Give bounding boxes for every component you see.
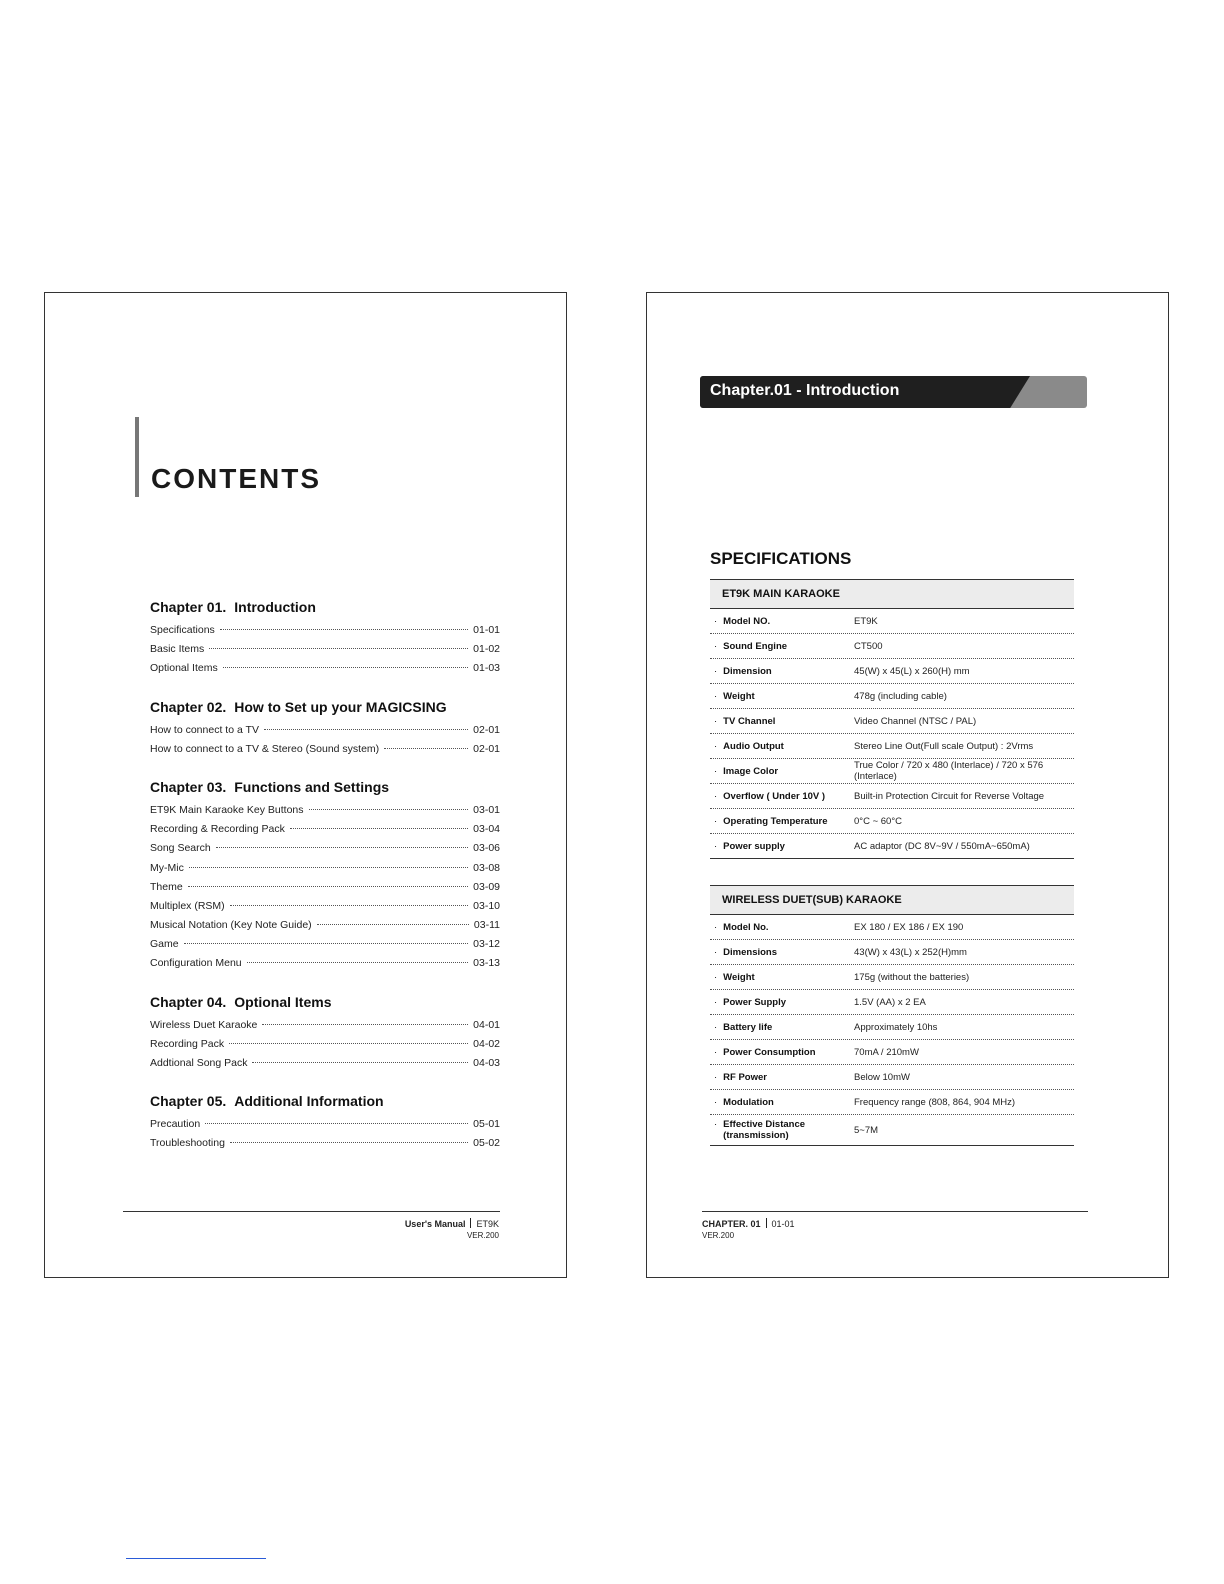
spec-key: Dimension [723, 665, 772, 677]
toc-entry[interactable] [150, 1016, 500, 1035]
dot-leader [290, 828, 468, 829]
footer-chapter: CHAPTER. 01 [702, 1219, 761, 1229]
dot-leader [188, 886, 468, 887]
spec-key-cell [710, 741, 854, 752]
link-underline[interactable] [126, 1558, 266, 1559]
toc-entry-label: Precaution [150, 1118, 201, 1131]
toc-entry-label: Configuration Menu [150, 957, 242, 970]
spec-key-cell [710, 766, 854, 777]
spec-key: Weight [723, 971, 755, 983]
specifications-title: SPECIFICATIONS [710, 549, 852, 568]
spec-key: Model No. [723, 921, 769, 933]
toc-entry-label: Optional Items [150, 662, 218, 675]
toc-entry-label: My-Mic [150, 861, 184, 874]
dot-leader [223, 667, 468, 668]
footer-manual: User's Manual [404, 1219, 466, 1229]
toc-entry-page: 04-03 [473, 1057, 500, 1069]
toc-entry[interactable] [150, 801, 500, 820]
spec-key-cell [710, 922, 854, 933]
chapter-heading [150, 599, 500, 615]
spec-row [710, 784, 1074, 809]
toc-entry[interactable] [150, 621, 500, 640]
chapter-number: Chapter 04. [150, 993, 227, 1010]
bullet: · [714, 996, 718, 1008]
toc-entry-page: 01-03 [473, 662, 500, 675]
spec-value: 478g (including cable) [854, 690, 947, 702]
toc-entry-label: How to connect to a TV [150, 723, 259, 736]
dot-leader [220, 629, 468, 630]
toc-entry-label: Recording & Recording Pack [150, 823, 285, 836]
spec-table-heading: ET9K MAIN KARAOKE [710, 579, 1074, 609]
toc-entry-label: Musical Notation (Key Note Guide) [150, 919, 312, 932]
toc-entry[interactable] [150, 1134, 500, 1153]
spec-key: Power Consumption [723, 1046, 816, 1058]
toc-entry-label: Troubleshooting [150, 1137, 225, 1150]
chapter-title: Introduction [234, 599, 316, 615]
toc-entry-label: Recording Pack [150, 1037, 225, 1050]
spec-value: Frequency range (808, 864, 904 MHz) [854, 1096, 1016, 1108]
spec-row [710, 940, 1074, 965]
spec-table-wireless [710, 885, 1074, 1146]
bullet: · [714, 1119, 718, 1130]
bullet: · [714, 665, 718, 677]
footer-version: VER.200 [466, 1231, 499, 1240]
toc-entry-label: ET9K Main Karaoke Key Buttons [150, 803, 304, 816]
toc-entry-label: How to connect to a TV & Stereo (Sound system) [150, 742, 380, 755]
spec-key-cell [710, 1119, 854, 1141]
spec-key: Dimensions [723, 946, 778, 958]
footer-divider [123, 1211, 500, 1212]
spec-key: Operating Temperature [723, 815, 828, 827]
spec-row [710, 1015, 1074, 1040]
spec-row [710, 1115, 1074, 1146]
contents-page [44, 292, 567, 1278]
spec-row [710, 1065, 1074, 1090]
spec-key: Model NO. [723, 615, 771, 627]
footer-separator [470, 1218, 471, 1228]
spec-key-cell [710, 841, 854, 852]
footer-version: VER.200 [702, 1231, 735, 1240]
chapter-title: Optional Items [234, 993, 332, 1010]
toc-entry[interactable] [150, 897, 500, 916]
spec-table-main [710, 579, 1074, 859]
toc-entry[interactable] [150, 640, 500, 659]
chapter-heading [150, 779, 500, 795]
spec-row [710, 609, 1074, 634]
toc-entry-label: Basic Items [150, 643, 205, 656]
toc-entry-label: Song Search [150, 842, 211, 855]
bullet: · [714, 1046, 718, 1058]
spec-key-cell [710, 1097, 854, 1108]
spec-key: TV Channel [723, 715, 776, 727]
toc-entry-page: 03-08 [473, 861, 500, 874]
chapter-number: Chapter 01. [150, 599, 227, 615]
spec-key: Modulation [723, 1096, 774, 1108]
bullet: · [714, 1071, 718, 1083]
spec-key-cell [710, 641, 854, 652]
dot-leader [184, 943, 469, 944]
spec-row [710, 1090, 1074, 1115]
toc-entry[interactable] [150, 721, 500, 740]
spec-row [710, 634, 1074, 659]
toc-entry-page: 03-01 [473, 803, 500, 816]
toc-entry[interactable] [150, 916, 500, 935]
spec-value: 0°C ~ 60°C [854, 815, 902, 827]
spec-row [710, 684, 1074, 709]
contents-title: CONTENTS [151, 463, 321, 494]
toc-entry-page: 03-09 [473, 880, 500, 893]
bullet: · [714, 1096, 718, 1108]
spec-key-cell [710, 616, 854, 627]
footer-model: ET9K [476, 1219, 499, 1229]
bullet: · [714, 790, 718, 802]
toc-chapter [150, 779, 500, 974]
toc-entry-page: 05-02 [473, 1137, 500, 1150]
spec-row [710, 834, 1074, 859]
spec-row [710, 809, 1074, 834]
title-accent-bar [135, 417, 139, 497]
dot-leader [384, 748, 468, 749]
spec-value: Approximately 10hs [854, 1021, 938, 1033]
toc-entry[interactable] [150, 1115, 500, 1134]
toc-entry[interactable] [150, 820, 500, 839]
bullet: · [714, 615, 718, 627]
toc-entry-label: Game [150, 938, 179, 951]
spec-key: Sound Engine [723, 640, 788, 652]
toc-entry-label: Addtional Song Pack [150, 1057, 248, 1069]
spec-table-heading: WIRELESS DUET(SUB) KARAOKE [710, 885, 1074, 915]
spec-key-cell [710, 1022, 854, 1033]
chapter-banner [700, 376, 1087, 408]
spec-row [710, 965, 1074, 990]
chapter-number: Chapter 02. [150, 698, 227, 715]
spec-key: Power Supply [723, 996, 786, 1008]
spec-row [710, 1040, 1074, 1065]
toc-entry-page: 03-06 [473, 842, 500, 855]
spec-key: Image Color [723, 765, 779, 777]
spec-value: Stereo Line Out(Full scale Output) : 2Vrms [854, 740, 1034, 752]
toc-entry-label: Wireless Duet Karaoke [150, 1018, 258, 1031]
dot-leader [309, 809, 469, 810]
table-of-contents [150, 599, 500, 1174]
chapter-title: How to Set up your MAGICSING [234, 698, 447, 715]
spec-row [710, 734, 1074, 759]
spec-value: CT500 [854, 640, 883, 652]
spec-value: 5~7M [854, 1124, 879, 1136]
dot-leader [209, 648, 468, 649]
toc-entry-label: Specifications [150, 624, 215, 636]
dot-leader [252, 1062, 468, 1063]
spec-value: 43(W) x 43(L) x 252(H)mm [854, 946, 967, 958]
spec-key: RF Power [723, 1071, 767, 1083]
dot-leader [264, 729, 468, 730]
toc-entry[interactable] [150, 659, 500, 678]
toc-entry-label: Multiplex (RSM) [150, 899, 225, 912]
dot-leader [230, 1142, 468, 1143]
spec-value: AC adaptor (DC 8V~9V / 550mA~650mA) [854, 840, 1030, 852]
toc-entry-label: Theme [150, 880, 183, 893]
spec-row [710, 659, 1074, 684]
spec-key: Weight [723, 690, 755, 702]
spec-key: Audio Output [723, 740, 784, 752]
spec-key-cell [710, 947, 854, 958]
toc-entry-page: 03-12 [473, 938, 500, 951]
toc-chapter [150, 699, 500, 759]
spec-key-cell [710, 791, 854, 802]
specifications-page [646, 292, 1169, 1278]
dot-leader [216, 847, 468, 848]
bullet: · [714, 740, 718, 752]
toc-chapter [150, 1093, 500, 1153]
toc-entry-page: 03-11 [473, 919, 500, 932]
toc-entry[interactable] [150, 859, 500, 878]
toc-entry-page: 03-13 [473, 957, 500, 970]
toc-entry-page: 01-02 [473, 643, 500, 656]
spec-row [710, 990, 1074, 1015]
spec-key-cell [710, 972, 854, 983]
toc-chapter [150, 599, 500, 679]
bullet: · [714, 640, 718, 652]
toc-entry[interactable] [150, 740, 500, 759]
chapter-title: Additional Information [234, 1093, 384, 1110]
spec-value: Video Channel (NTSC / PAL) [854, 715, 977, 727]
toc-entry-page: 04-02 [473, 1037, 500, 1050]
dot-leader [230, 905, 468, 906]
chapter-title: Functions and Settings [234, 778, 390, 795]
toc-entry[interactable] [150, 954, 500, 973]
bullet: · [714, 815, 718, 827]
spec-row [710, 709, 1074, 734]
toc-entry[interactable] [150, 1035, 500, 1054]
toc-entry-page: 05-01 [473, 1118, 500, 1131]
spec-key: Battery life [723, 1021, 773, 1033]
toc-entry[interactable] [150, 1054, 500, 1073]
spec-value: 45(W) x 45(L) x 260(H) mm [854, 665, 970, 677]
footer-separator [766, 1218, 767, 1228]
spec-key-cell [710, 1072, 854, 1083]
bullet: · [714, 840, 718, 852]
bullet: · [714, 921, 718, 933]
chapter-banner-text: Chapter.01 - Introduction [710, 382, 900, 399]
footer-divider [702, 1211, 1088, 1212]
toc-entry-page: 04-01 [473, 1018, 500, 1031]
toc-entry-page: 02-01 [473, 742, 500, 755]
bullet: · [714, 765, 718, 777]
spec-value: 1.5V (AA) x 2 EA [854, 996, 926, 1008]
spec-row [710, 915, 1074, 940]
bullet: · [714, 690, 718, 702]
toc-entry[interactable] [150, 839, 500, 858]
dot-leader [317, 924, 469, 925]
dot-leader [247, 962, 469, 963]
footer-right [702, 1218, 795, 1240]
toc-entry-page: 01-01 [473, 624, 500, 636]
spec-value: 70mA / 210mW [854, 1046, 919, 1058]
dot-leader [205, 1123, 468, 1124]
dot-leader [229, 1043, 468, 1044]
spec-row [710, 759, 1074, 784]
toc-entry[interactable] [150, 878, 500, 897]
spec-key: Overflow ( Under 10V ) [723, 790, 826, 802]
spec-value: 175g (without the batteries) [854, 971, 970, 983]
toc-entry-page: 03-04 [473, 823, 500, 836]
dot-leader [262, 1024, 468, 1025]
spec-key-cell [710, 816, 854, 827]
footer-page-number: 01-01 [771, 1219, 795, 1229]
spec-value: EX 180 / EX 186 / EX 190 [854, 921, 964, 933]
spec-value: Built-in Protection Circuit for Reverse Voltage [854, 790, 1045, 802]
spec-value: True Color / 720 x 480 (Interlace) / 720 x 576 (Interlace) [854, 760, 1044, 782]
dot-leader [189, 867, 468, 868]
footer-left [405, 1218, 499, 1240]
spec-value: ET9K [854, 615, 878, 627]
toc-entry-page: 03-10 [473, 899, 500, 912]
toc-chapter [150, 994, 500, 1074]
spec-key-cell [710, 666, 854, 677]
bullet: · [714, 946, 718, 958]
chapter-number: Chapter 03. [150, 778, 227, 795]
spec-key-cell [710, 691, 854, 702]
chapter-number: Chapter 05. [150, 1093, 227, 1110]
bullet: · [714, 715, 718, 727]
toc-entry-page: 02-01 [473, 723, 500, 736]
bullet: · [714, 1021, 718, 1033]
bullet: · [714, 971, 718, 983]
chapter-heading [150, 699, 500, 715]
spec-key-cell [710, 1047, 854, 1058]
spec-key: Power supply [723, 840, 785, 852]
spec-key: Effective Distance (transmission) [723, 1119, 806, 1141]
spec-value: Below 10mW [854, 1071, 910, 1083]
chapter-heading [150, 994, 500, 1010]
chapter-heading [150, 1093, 500, 1109]
toc-entry[interactable] [150, 935, 500, 954]
spec-key-cell [710, 997, 854, 1008]
spec-key-cell [710, 716, 854, 727]
